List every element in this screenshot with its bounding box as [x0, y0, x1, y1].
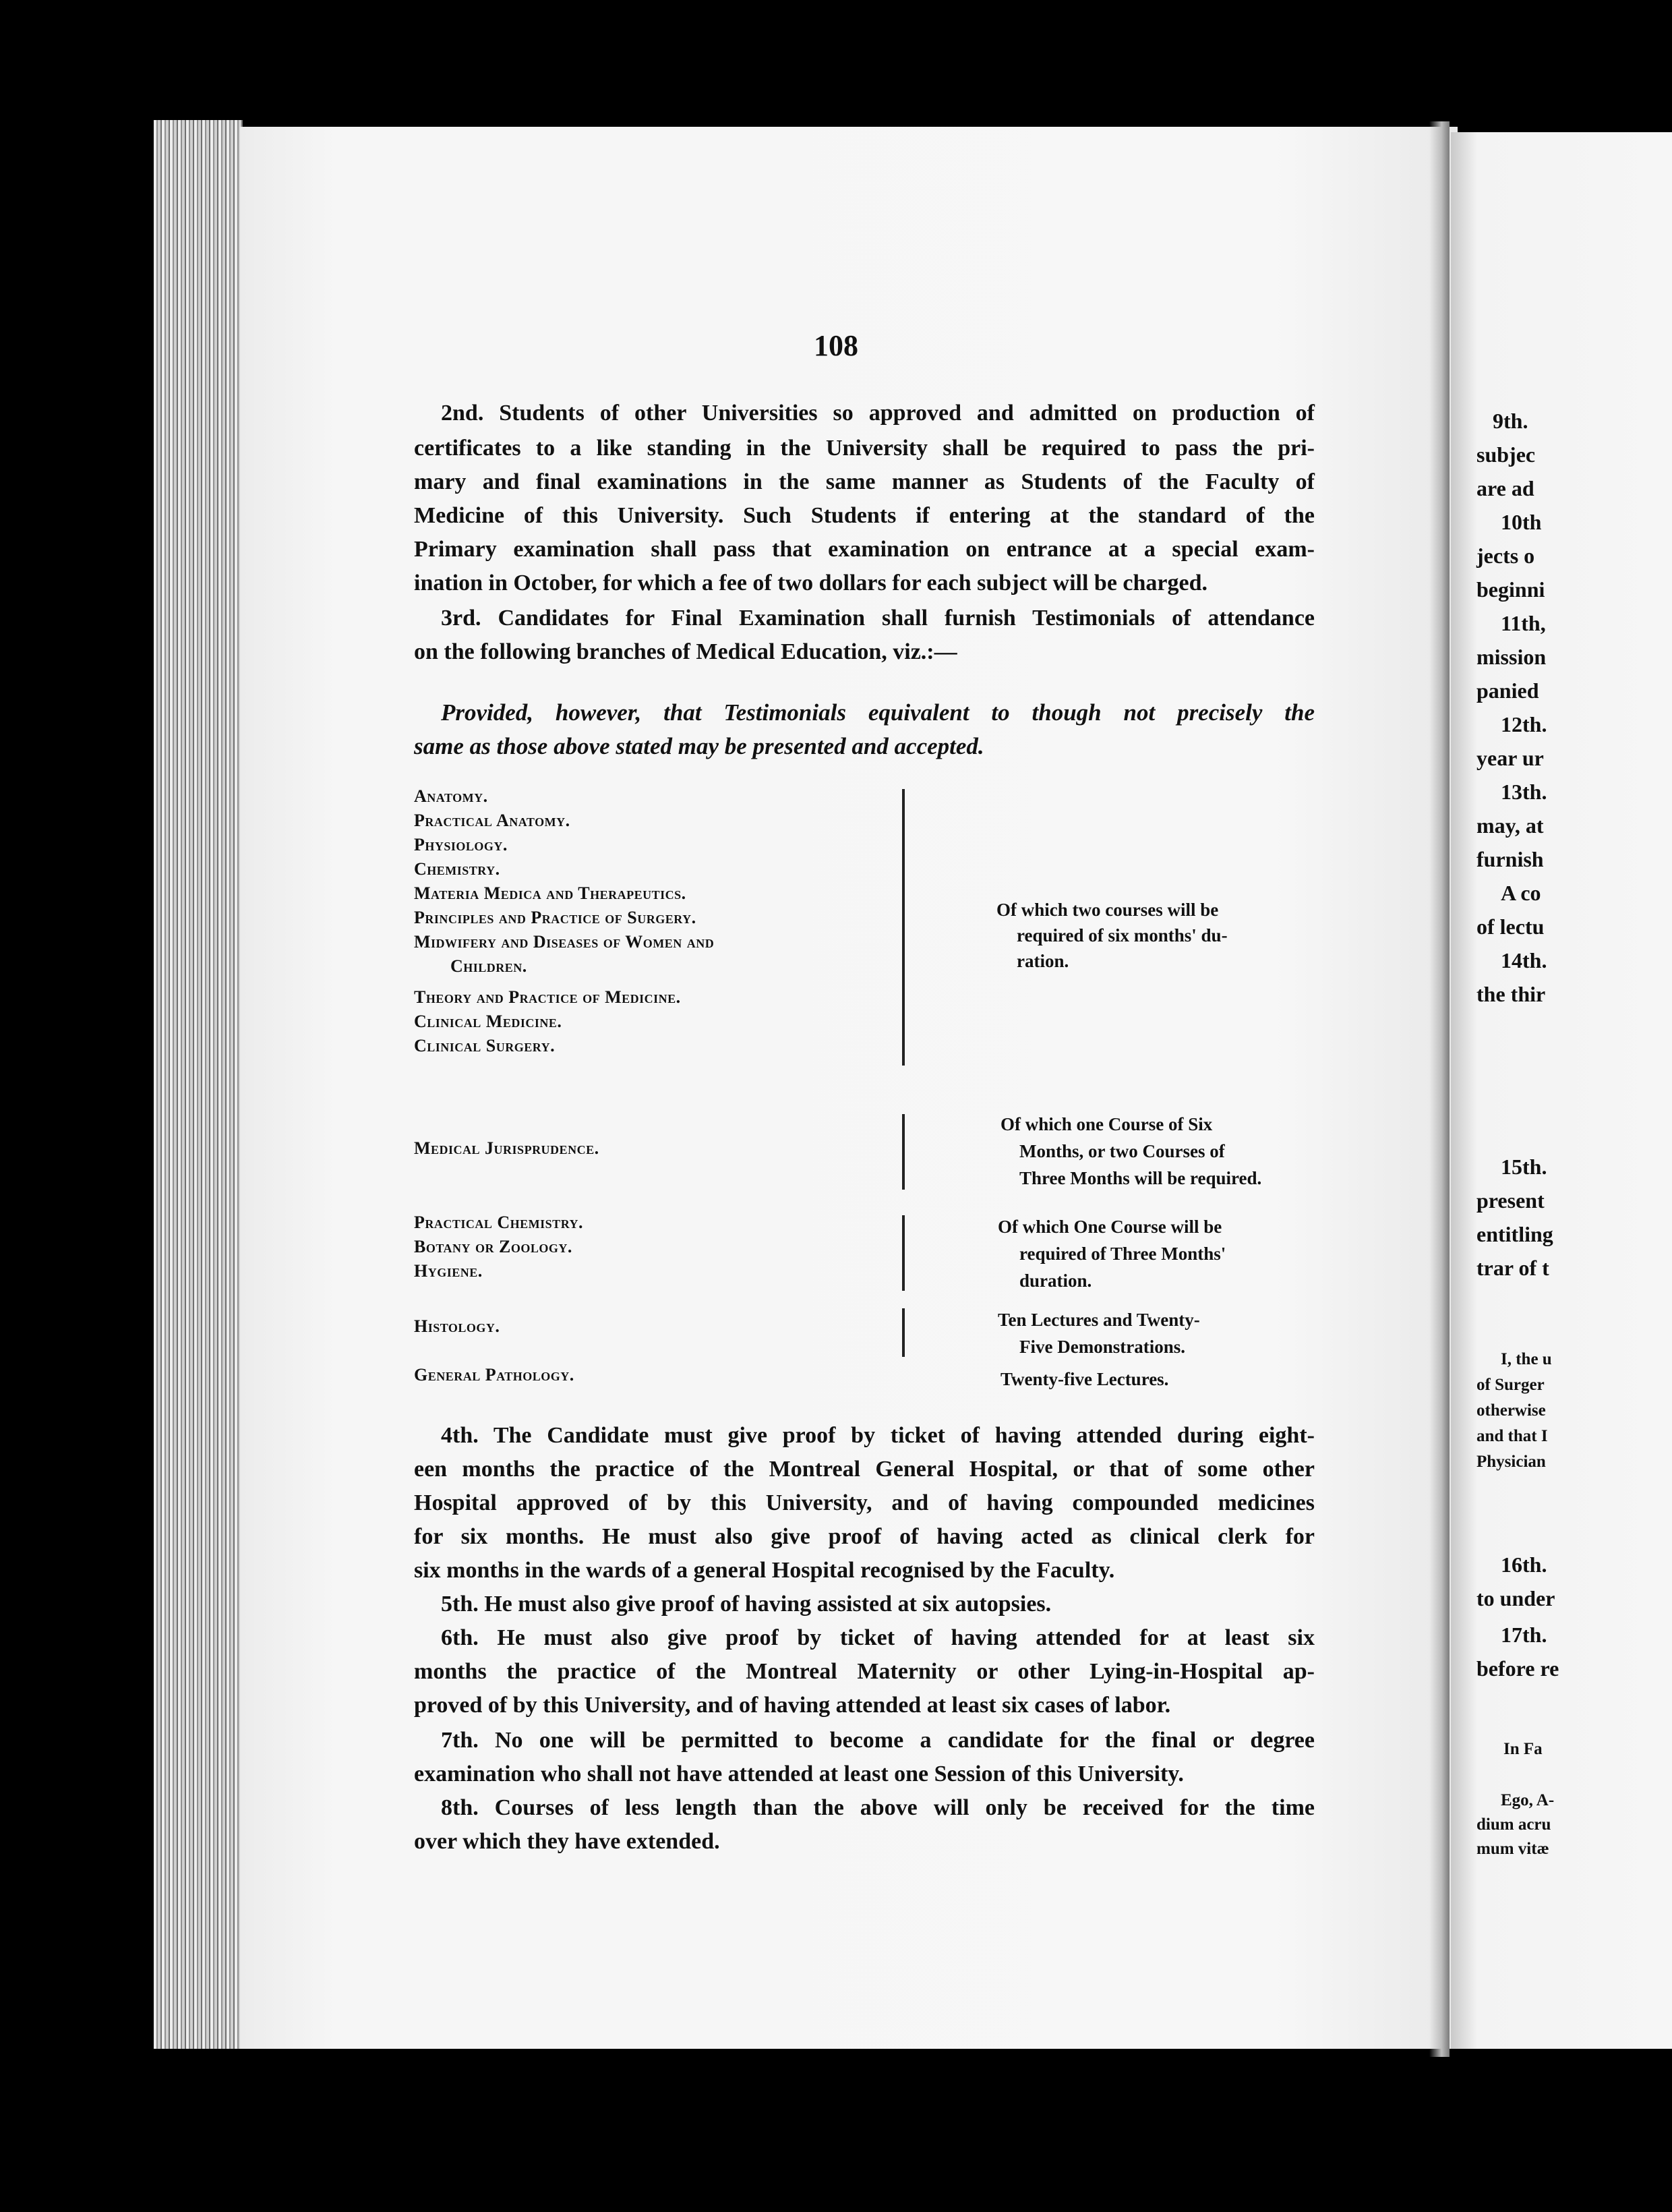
subject-item: Hygiene. [414, 1261, 483, 1281]
right-page-fragment: year ur [1476, 746, 1544, 770]
paragraph-line: over which they have extended. [414, 1829, 720, 1854]
right-page-fragment: A co [1501, 881, 1541, 905]
paragraph-line: mary and final examinations in the same manner as Students of the Faculty of [414, 469, 1315, 494]
proviso-line: Provided, however, that Testimonials equivalent to though not precisely the [441, 699, 1315, 726]
group-note: Of which two courses will be [996, 900, 1219, 920]
paragraph-line: months the practice of the Montreal Maternity or other Lying-in-Hospital ap- [414, 1659, 1315, 1684]
brace-group-1 [902, 789, 905, 1066]
right-page-fragment: to under [1476, 1586, 1555, 1610]
group-note: Months, or two Courses of [1019, 1141, 1225, 1161]
right-page-fragment: beginni [1476, 577, 1545, 602]
subject-item: Practical Chemistry. [414, 1213, 584, 1232]
right-page-fragment: otherwise [1476, 1401, 1546, 1420]
subject-item: General Pathology. [414, 1365, 574, 1385]
page-number: 108 [814, 329, 858, 362]
right-page-fragment: trar of t [1476, 1256, 1549, 1280]
right-page-fragment: dium acru [1476, 1815, 1551, 1834]
right-page-fragment: 17th. [1501, 1623, 1547, 1647]
paragraph-line: certificates to a like standing in the University shall be required to pass the pri- [414, 436, 1315, 461]
book-gutter [1429, 121, 1450, 2057]
brace-group-2 [902, 1114, 905, 1190]
group-note: Twenty-five Lectures. [1001, 1369, 1169, 1389]
right-page-fragment: the thir [1476, 982, 1546, 1006]
subject-item: Medical Jurisprudence. [414, 1138, 599, 1158]
right-page-fragment: 13th. [1501, 780, 1547, 804]
right-page-fragment: are ad [1476, 476, 1534, 500]
paragraph-line: proved of by this University, and of having attended at least six cases of labor. [414, 1693, 1171, 1718]
right-page-fragment: 14th. [1501, 948, 1547, 972]
group-note: Three Months will be required. [1019, 1168, 1262, 1188]
subject-item: Clinical Surgery. [414, 1036, 556, 1055]
paragraph-line: six months in the wards of a general Hospital recognised by the Faculty. [414, 1558, 1115, 1583]
right-page-fragment: 10th [1501, 510, 1542, 534]
paragraph-line: een months the practice of the Montreal General Hospital, or that of some other [414, 1457, 1315, 1482]
right-page [1451, 132, 1672, 2049]
paragraph-line: Primary examination shall pass that examination on entrance at a special exam- [414, 537, 1315, 562]
paragraph-line: 6th. He must also give proof by ticket of having attended for at least six [441, 1625, 1315, 1650]
proviso-line: same as those above stated may be presented and accepted. [414, 733, 984, 759]
right-page-fragment: Physician [1476, 1453, 1546, 1471]
paragraph-line: ination in October, for which a fee of two dollars for each subject will be charged. [414, 571, 1208, 595]
subject-item: Principles and Practice of Surgery. [414, 908, 696, 927]
paragraph-line: for six months. He must also give proof of having acted as clinical clerk for [414, 1524, 1315, 1549]
right-page-fragment: 9th. [1493, 409, 1528, 433]
page-edges [154, 120, 243, 2049]
paragraph-line: Medicine of this University. Such Students if entering at the standard of the [414, 503, 1315, 528]
group-note: Of which one Course of Six [1001, 1114, 1213, 1134]
right-page-fragment: 15th. [1501, 1155, 1547, 1179]
group-note: duration. [1019, 1271, 1092, 1291]
group-note: required of Three Months' [1019, 1244, 1226, 1264]
paragraph-line: 5th. He must also give proof of having assisted at six autopsies. [441, 1592, 1052, 1617]
subject-item: Midwifery and Diseases of Women and [414, 932, 715, 952]
group-note: required of six months' du- [1017, 925, 1228, 945]
right-page-fragment: of lectu [1476, 914, 1545, 939]
right-page-fragment: of Surger [1476, 1376, 1545, 1394]
right-page-fragment: panied [1476, 678, 1539, 703]
right-page-fragment: may, at [1476, 813, 1544, 838]
right-page-fragment: 12th. [1501, 712, 1547, 736]
subject-item: Chemistry. [414, 859, 500, 879]
paragraph-line: on the following branches of Medical Education, viz.:— [414, 639, 957, 664]
right-page-fragment: and that I [1476, 1427, 1548, 1445]
group-note: Ten Lectures and Twenty- [998, 1310, 1200, 1330]
subject-item: Materia Medica and Therapeutics. [414, 883, 686, 903]
paragraph-line: Hospital approved of by this University, and of having compounded medicines [414, 1490, 1315, 1515]
subject-item: Anatomy. [414, 786, 488, 806]
paragraph-line: 2nd. Students of other Universities so approved and admitted on production of [441, 401, 1315, 426]
right-page-fragment: furnish [1476, 847, 1544, 871]
paragraph-line: 8th. Courses of less length than the above will only be received for the time [441, 1795, 1315, 1820]
subject-item: Physiology. [414, 835, 508, 854]
subject-item: Practical Anatomy. [414, 811, 570, 830]
right-page-fragment: In Fa [1503, 1740, 1543, 1758]
subject-item: Theory and Practice of Medicine. [414, 987, 681, 1007]
paragraph-line: 7th. No one will be permitted to become a candidate for the final or degree [441, 1728, 1315, 1753]
right-page-fragment: mission [1476, 645, 1547, 669]
right-page-fragment: Ego, A- [1501, 1791, 1555, 1809]
group-note: ration. [1017, 951, 1069, 971]
brace-group-3 [902, 1215, 905, 1291]
subject-item: Clinical Medicine. [414, 1012, 562, 1031]
right-page-fragment: subjec [1476, 442, 1536, 467]
right-page-fragment: jects o [1476, 544, 1535, 568]
right-page-fragment: before re [1476, 1656, 1559, 1681]
group-note: Of which One Course will be [998, 1217, 1222, 1237]
subject-item: Histology. [414, 1316, 500, 1336]
subject-item: Children. [450, 956, 527, 976]
subject-item: Botany or Zoology. [414, 1237, 572, 1256]
right-page-fragment: 11th, [1501, 611, 1546, 635]
right-page-fragment: I, the u [1501, 1350, 1552, 1368]
group-note: Five Demonstrations. [1019, 1337, 1185, 1357]
right-page-fragment: present [1476, 1188, 1545, 1213]
right-page-fragment: mum vitæ [1476, 1840, 1549, 1858]
right-page-fragment: entitling [1476, 1222, 1553, 1246]
paragraph-line: examination who shall not have attended at least one Session of this University. [414, 1762, 1184, 1786]
paragraph-line: 3rd. Candidates for Final Examination shall furnish Testimonials of attendance [441, 606, 1315, 631]
right-page-fragment: 16th. [1501, 1552, 1547, 1577]
paragraph-line: 4th. The Candidate must give proof by ticket of having attended during eight- [441, 1423, 1315, 1448]
brace-group-4 [902, 1308, 905, 1357]
